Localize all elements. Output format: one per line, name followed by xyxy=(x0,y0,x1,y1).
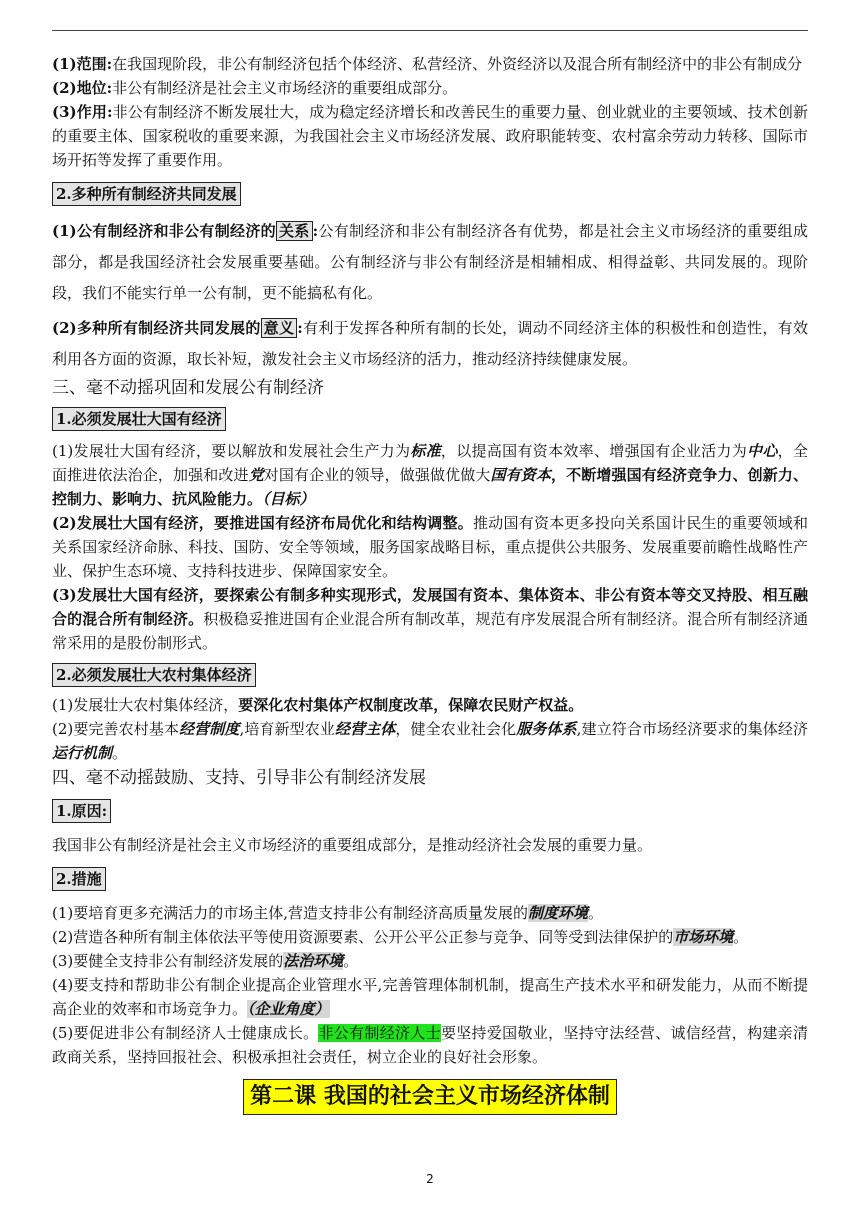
relation-keyword: 关系 xyxy=(276,221,313,241)
lesson-title: 第二课 我国的社会主义市场经济体制 xyxy=(243,1079,617,1115)
scope-paragraph: (1)范围:在我国现阶段，非公有制经济包括个体经济、私营经济、外资经济以及混合所有制经济中的非公有制成分 xyxy=(52,55,803,73)
measure-3: (3)要健全支持非公有制经济发展的法治环境。 xyxy=(52,952,359,970)
page-number: 2 xyxy=(426,1172,434,1186)
section-heading-state-economy: 1.必须发展壮大国有经济 xyxy=(52,407,226,431)
document-body xyxy=(52,0,808,1115)
measure-1: (1)要培育更多充满活力的市场主体,营造支持非公有制经济高质量发展的制度环境。 xyxy=(52,904,604,922)
relation-paragraph: (1)公有制经济和非公有制经济的 关系 :公有制经济和非公有制经济各有优势，都是社会主义市场经济的重要组成部分，都是我国经济社会发展重要基础。公有制经济与非公有制经济是相辅相成、相得益彰、共同发展的。现阶段，我们不能实行单一公有制，更不能搞私有化。 xyxy=(52,222,808,302)
measure-5: (5)要促进非公有制经济人士健康成长。非公有制经济人士要坚持爱国敬业，坚持守法经营、诚信经营，构建亲清政商关系，坚持回报社会、积极承担社会责任，树立企业的良好社会形象。 xyxy=(52,1024,808,1066)
highlighted-term: 非公有制经济人士 xyxy=(318,1024,441,1042)
state-economy-paragraph-2: (2)发展壮大国有经济，要推进国有经济布局优化和结构调整。推动国有资本更多投向关系国计民生的重要领域和关系国家经济命脉、科技、国防、安全等领域，服务国家战略目标，重点提供公共服务、发展重要前瞻性战略性产业、保护生态环境、支持科技进步、保障国家安全。 xyxy=(52,514,808,580)
measure-4: (4)要支持和帮助非公有制企业提高企业管理水平,完善管理体制机制，提高生产技术水平和研发能力，从而不断提高企业的效率和市场竞争力。（企业角度） xyxy=(52,976,808,1018)
section-heading-collective-economy: 2.必须发展壮大农村集体经济 xyxy=(52,663,256,687)
reason-paragraph: 我国非公有制经济是社会主义市场经济的重要组成部分，是推动经济社会发展的重要力量。 xyxy=(52,836,653,854)
collective-paragraph-2: (2)要完善农村基本经营制度,培育新型农业经营主体，健全农业社会化服务体系,建立符合市场经济要求的集体经济运行机制。 xyxy=(52,720,808,762)
section-title-non-public: 四、毫不动摇鼓励、支持、引导非公有制经济发展 xyxy=(52,768,426,788)
significance-paragraph: (2)多种所有制经济共同发展的 意义 :有利于发挥各种所有制的长处，调动不同经济主体的积极性和创造性，有效利用各方面的资源，取长补短，激发社会主义市场经济的活力，推动经济持续健康发展。 xyxy=(52,319,808,368)
section-heading-measures: 2.措施 xyxy=(52,867,106,891)
significance-keyword: 意义 xyxy=(261,318,298,338)
section-heading-reason: 1.原因: xyxy=(52,799,111,823)
state-economy-paragraph-3: (3)发展壮大国有经济，要探索公有制多种实现形式，发展国有资本、集体资本、非公有资本等交叉持股、相互融合的混合所有制经济。积极稳妥推进国有企业混合所有制改革，规范有序发展混合所有制经济。混合所有制经济通常采用的是股份制形式。 xyxy=(52,586,808,652)
lesson-title-wrap xyxy=(52,1079,808,1115)
status-paragraph: (2)地位:非公有制经济是社会主义市场经济的重要组成部分。 xyxy=(52,79,458,97)
collective-paragraph-1: (1)发展壮大农村集体经济，要深化农村集体产权制度改革，保障农民财产权益。 xyxy=(52,696,584,714)
role-paragraph: (3)作用:非公有制经济不断发展壮大，成为稳定经济增长和改善民生的重要力量、创业就业的主要领域、技术创新的重要主体、国家税收的重要来源，为我国社会主义市场经济发展、政府职能转变、农村富余劳动力转移、国际市场开拓等发挥了重要作用。 xyxy=(52,103,808,169)
state-economy-paragraph-1: (1)发展壮大国有经济，要以解放和发展社会生产力为标准，以提高国有资本效率、增强国有企业活力为中心，全面推进依法治企，加强和改进党对国有企业的领导，做强做优做大国有资本，不断增强国有经济竞争力、创新力、控制力、影响力、抗风险能力。（目标） xyxy=(52,442,808,508)
section-heading-coexistence: 2.多种所有制经济共同发展 xyxy=(52,182,241,206)
section-title-public-ownership: 三、毫不动摇巩固和发展公有制经济 xyxy=(52,378,324,398)
measure-2: (2)营造各种所有制主体依法平等使用资源要素、公开公平公正参与竞争、同等受到法律保护的市场环境。 xyxy=(52,928,749,946)
